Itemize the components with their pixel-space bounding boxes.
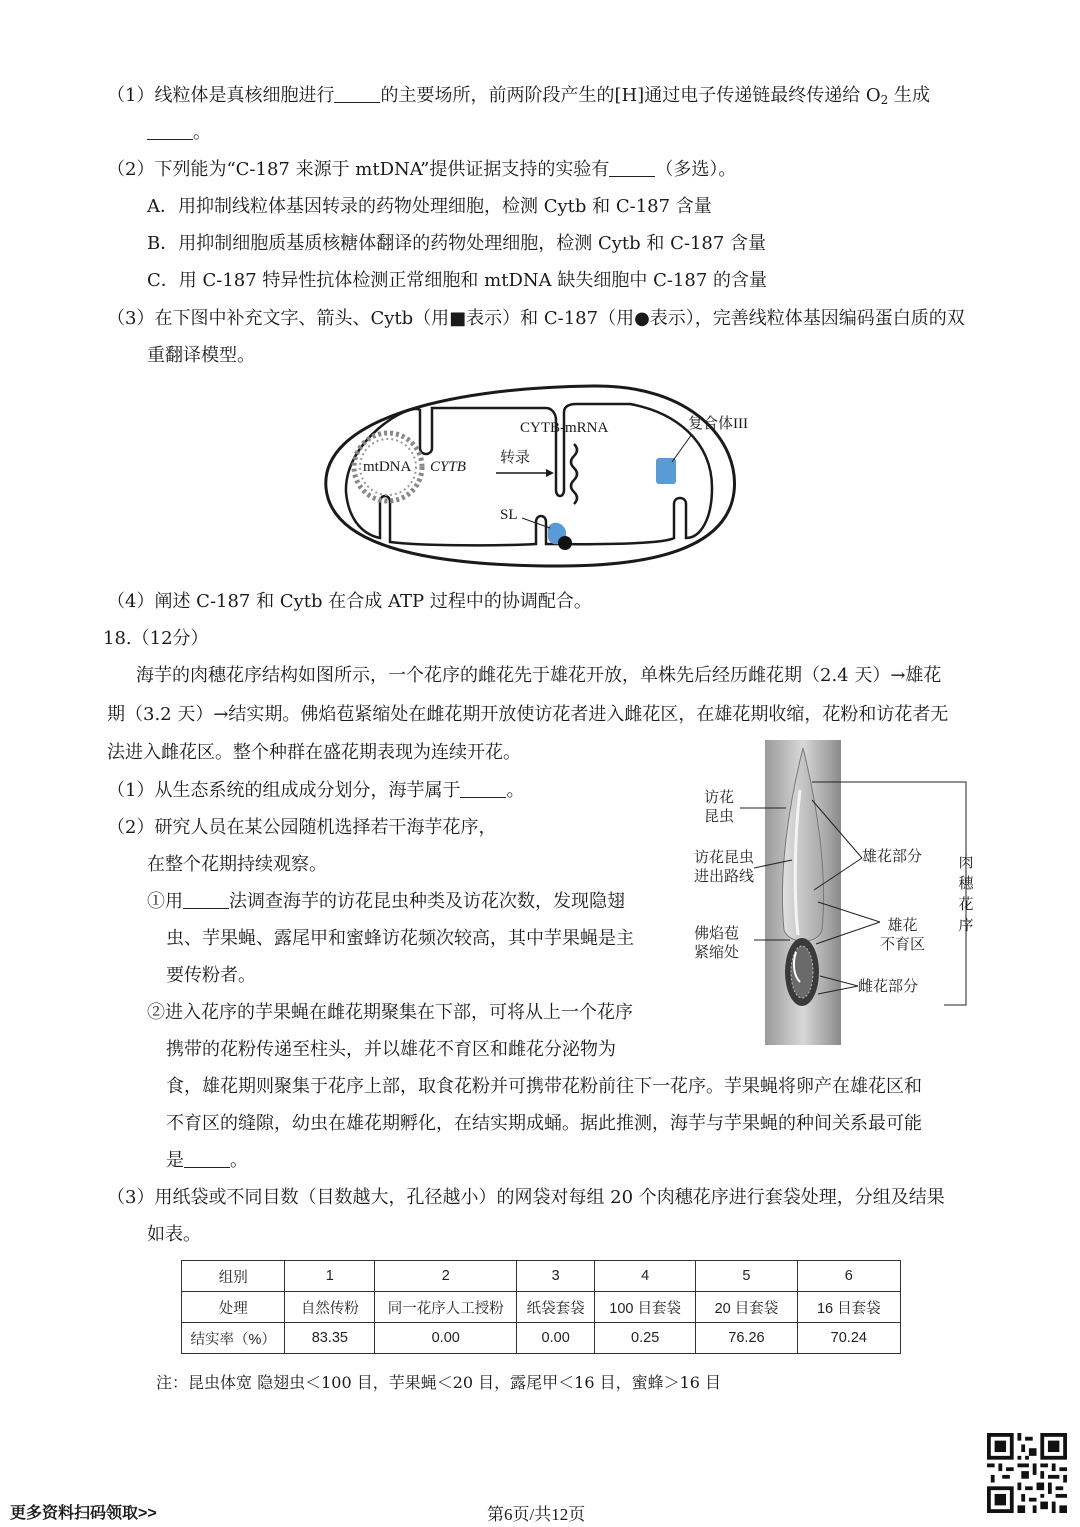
q18-2-line2: 在整个花期持续观察。 <box>147 854 327 875</box>
path-label: 访花昆虫 进出路线 <box>694 848 755 885</box>
q18-2-2-line3: 食，雄花期则聚集于花序上部，取食花粉并可携带花粉前往下一花序。芋果蝇将卵产在雄花区和 <box>166 1076 922 1097</box>
q18-header: 18.（12分） <box>103 628 209 649</box>
q18-2-2-line4: 不育区的缝隙，幼虫在雄花期孵化，在结实期成蛹。据此推测，海芋与芋果蝇的种间关系最可能 <box>166 1113 922 1134</box>
complex-iii-label: 复合体III <box>688 416 748 432</box>
q18-2-line1: （2）研究人员在某公园随机选择若干海芋花序， <box>107 817 497 838</box>
q17-option-c: C．用 C-187 特异性抗体检测正常细胞和 mtDNA 缺失细胞中 C-187 的含量 <box>147 270 768 291</box>
q17-3-line1: （3）在下图中补充文字、箭头、Cytb（用■表示）和 C-187（用●表示），完善线粒体基因编码蛋白质的双 <box>107 308 965 329</box>
answer-blank[interactable] <box>147 123 193 140</box>
answer-blank[interactable] <box>609 160 655 177</box>
q18-3-line1: （3）用纸袋或不同目数（目数越大，孔径越小）的网袋对每组 20 个肉穗花序进行套袋处理，分组及结果 <box>107 1187 945 1208</box>
q18-2-1-line1: ①用 法调查海芋的访花昆虫种类及访花次数，发现隐翅 <box>147 891 625 912</box>
q17-option-b: B．用抑制细胞质基质核糖体翻译的药物处理细胞，检测 Cytb 和 C-187 含量 <box>147 233 767 254</box>
answer-blank[interactable] <box>184 1151 230 1168</box>
q18-intro-line1: 海芋的肉穗花序结构如图所示，一个花序的雌花先于雄花开放，单株先后经历雌花期（2.4 天）→雄花 <box>136 665 942 686</box>
mrna-label: CYTB-mRNA <box>520 420 609 436</box>
table-row: 处理 自然传粉 同一花序人工授粉 纸袋套袋 100 目套袋 20 目套袋 16 目套袋 <box>182 1292 901 1323</box>
qr-code-icon[interactable] <box>987 1433 1067 1513</box>
q17-1-line1: （1）线粒体是真核细胞进行 的主要场所，前两阶段产生的[H]通过电子传递链最终传递给 $O_2$ 生成 <box>107 85 931 107</box>
answer-blank[interactable] <box>334 86 380 103</box>
results-table <box>181 1260 901 1354</box>
spadix-figure <box>694 740 984 1045</box>
q17-3-line2: 重翻译模型。 <box>147 345 255 366</box>
c187-dot <box>558 536 572 550</box>
q18-intro-line2: 期（3.2 天）→结实期。佛焰苞紧缩处在雌花期开放使访花者进入雌花区，在雄花期收缩，花粉和访花者无 <box>107 704 949 725</box>
spadix-label: 肉 穗 花 序 <box>958 853 974 934</box>
table-note: 注：昆虫体宽 隐翅虫＜100 目，芋果蝇＜20 目，露尾甲＜16 目，蜜蜂＞16 目 <box>156 1373 722 1392</box>
male-part-label: 雄花部分 <box>862 847 923 865</box>
mtdna-label: mtDNA <box>363 459 412 475</box>
q17-1-line2: 。 <box>147 121 211 145</box>
table-row: 结实率（%） 83.35 0.00 0.00 0.25 76.26 70.24 <box>182 1323 901 1354</box>
visitor-label: 访花 昆虫 <box>704 788 735 825</box>
complex-iii-shape <box>656 458 676 484</box>
mrna-strand <box>571 444 577 504</box>
q18-1: （1）从生态系统的组成成分划分，海芋属于 。 <box>107 780 525 801</box>
answer-blank[interactable] <box>460 781 506 798</box>
mitochondrion-diagram <box>300 380 800 570</box>
q18-2-1-line2: 虫、芋果蝇、露尾甲和蜜蜂访花频次较高，其中芋果蝇是主 <box>166 928 634 949</box>
table-row: 组别 1 2 3 4 5 6 <box>182 1261 901 1292</box>
spathe-label: 佛焰苞 紧缩处 <box>694 924 740 961</box>
sterile-label: 雄花 不育区 <box>880 916 926 953</box>
sl-label: SL <box>500 507 518 523</box>
q17-2: （2）下列能为“C-187 来源于 mtDNA”提供证据支持的实验有 （多选）。 <box>107 159 737 180</box>
footer-promo-link[interactable]: 更多资料扫码领取>> <box>10 1505 157 1522</box>
page-number: 第6页/共12页 <box>487 1505 586 1524</box>
q17-4: （4）阐述 C-187 和 Cytb 在合成 ATP 过程中的协调配合。 <box>107 591 592 612</box>
q18-3-line2: 如表。 <box>147 1224 201 1245</box>
q18-2-2-line5: 是 。 <box>166 1150 248 1171</box>
answer-blank[interactable] <box>183 892 229 909</box>
q18-intro-line3: 法进入雌花区。整个种群在盛花期表现为连续开花。 <box>107 742 521 763</box>
female-part-label: 雌花部分 <box>858 977 919 995</box>
q18-2-1-line3: 要传粉者。 <box>166 965 256 986</box>
transcription-label: 转录 <box>500 450 531 466</box>
q17-option-a: A．用抑制线粒体基因转录的药物处理细胞，检测 Cytb 和 C-187 含量 <box>147 196 712 217</box>
q18-2-2-line1: ②进入花序的芋果蝇在雌花期聚集在下部，可将从上一个花序 <box>147 1002 633 1023</box>
cytb-gene-label: CYTB <box>430 459 466 475</box>
q18-2-2-line2: 携带的花粉传递至柱头，并以雄花不育区和雌花分泌物为 <box>166 1039 616 1060</box>
